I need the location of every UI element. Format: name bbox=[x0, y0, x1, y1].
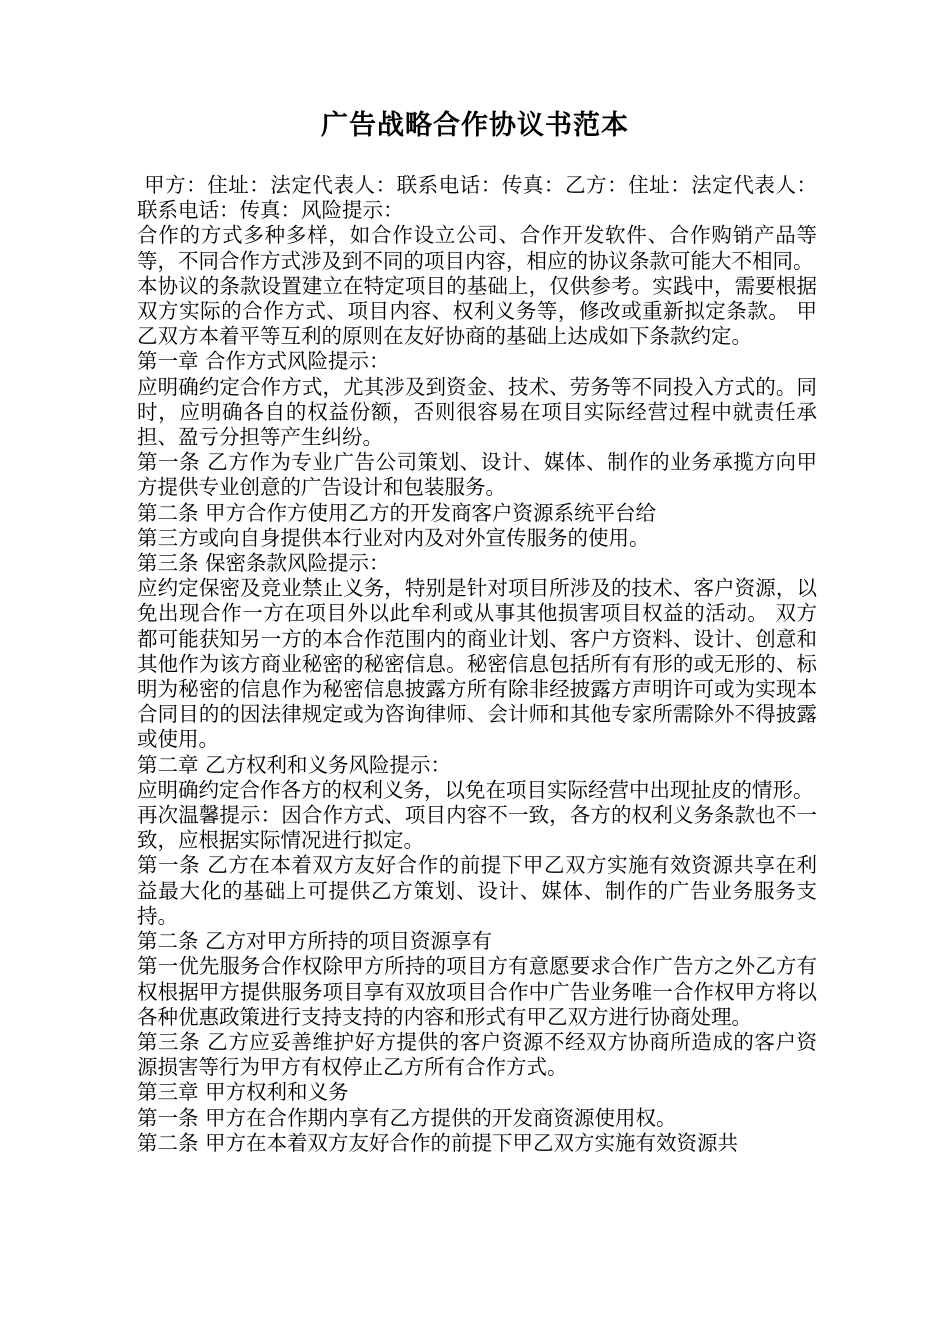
chapter-3-article-2: 第二条 甲方在本着双方友好合作的前提下甲乙双方实施有效资源共 bbox=[137, 1130, 739, 1155]
paragraph-rights-risk: 应明确约定合作各方的权利义务，以免在项目实际经营中出现扯皮的情形。 bbox=[137, 777, 814, 802]
paragraph-parties: 甲方：住址：法定代表人：联系电话：传真：乙方：住址：法定代表人：联系电话：传真：风险提示： bbox=[137, 173, 817, 223]
article-2-continued: 第三方或向自身提供本行业对内及对外宣传服务的使用。 bbox=[137, 525, 650, 550]
paragraph-reminder: 再次温馨提示：因合作方式、项目内容不一致，各方的权利义务条款也不一致，应根据实际情况进行拟定。 bbox=[137, 803, 817, 853]
chapter-2-heading: 第二章 乙方权利和义务风险提示： bbox=[137, 752, 452, 777]
article-3-confidentiality: 第三条 保密条款风险提示： bbox=[137, 551, 390, 576]
article-2: 第二条 甲方合作方使用乙方的开发商客户资源系统平台给 bbox=[137, 500, 657, 525]
paragraph-cooperation-risk: 应明确约定合作方式，尤其涉及到资金、技术、劳务等不同投入方式的。同时，应明确各自的权益份额，否则很容易在项目实际经营过程中就责任承担、盈亏分担等产生纠纷。 bbox=[137, 374, 817, 450]
chapter-2-article-1: 第一条 乙方在本着双方友好合作的前提下甲乙双方实施有效资源共享在利益最大化的基础上可提供乙方策划、设计、媒体、制作的广告业务服务支持。 bbox=[137, 853, 817, 928]
chapter-3-heading: 第三章 甲方权利和义务 bbox=[137, 1080, 349, 1105]
paragraph-confidentiality: 应约定保密及竞业禁止义务，特别是针对项目所涉及的技术、客户资源，以免出现合作一方在项目外以此牟利或从事其他损害项目权益的活动。 双方都可能获知另一方的本合作范围内的商业计划、客户方资料、设计、创意和其他作为该方商业秘密的秘密信息。秘密信息包括所有有形的或无形的、标明为秘密的信息作为秘密信息披露方所有除非经披露方声明许可或为实现本合同目的的因法律规定或为咨询律师、会计师和其他专家所需除外不得披露或使用。 bbox=[137, 576, 817, 752]
paragraph-risk-note-2: 本协议的条款设置建立在特定项目的基础上，仅供参考。实践中，需要根据双方实际的合作方式、项目内容、权利义务等，修改或重新拟定条款。 甲乙双方本着平等互利的原则在友好协商的基础上达成如下条款约定。 bbox=[137, 273, 817, 349]
document-title: 广告战略合作协议书范本 bbox=[321, 110, 629, 141]
chapter-3-article-1: 第一条 甲方在合作期内享有乙方提供的开发商资源使用权。 bbox=[137, 1105, 677, 1130]
article-1: 第一条 乙方作为专业广告公司策划、设计、媒体、制作的业务承揽方向甲方提供专业创意的广告设计和包装服务。 bbox=[137, 450, 817, 500]
paragraph-priority-service: 第一优先服务合作权除甲方所持的项目方有意愿要求合作广告方之外乙方有权根据甲方提供服务项目享有双放项目合作中广告业务唯一合作权甲方将以各种优惠政策进行支持支持的内容和形式有甲乙双方进行协商处理。 bbox=[137, 954, 817, 1029]
chapter-1-heading: 第一章 合作方式风险提示： bbox=[137, 349, 390, 374]
document-body bbox=[137, 173, 817, 1156]
chapter-2-article-2: 第二条 乙方对甲方所持的项目资源享有 bbox=[137, 929, 493, 954]
paragraph-risk-note-1: 合作的方式多种多样，如合作设立公司、合作开发软件、合作购销产品等等，不同合作方式涉及到不同的项目内容，相应的协议条款可能大不相同。 bbox=[137, 223, 817, 273]
chapter-2-article-3: 第三条 乙方应妥善维护好方提供的客户资源不经双方协商所造成的客户资源损害等行为甲方有权停止乙方所有合作方式。 bbox=[137, 1029, 817, 1080]
